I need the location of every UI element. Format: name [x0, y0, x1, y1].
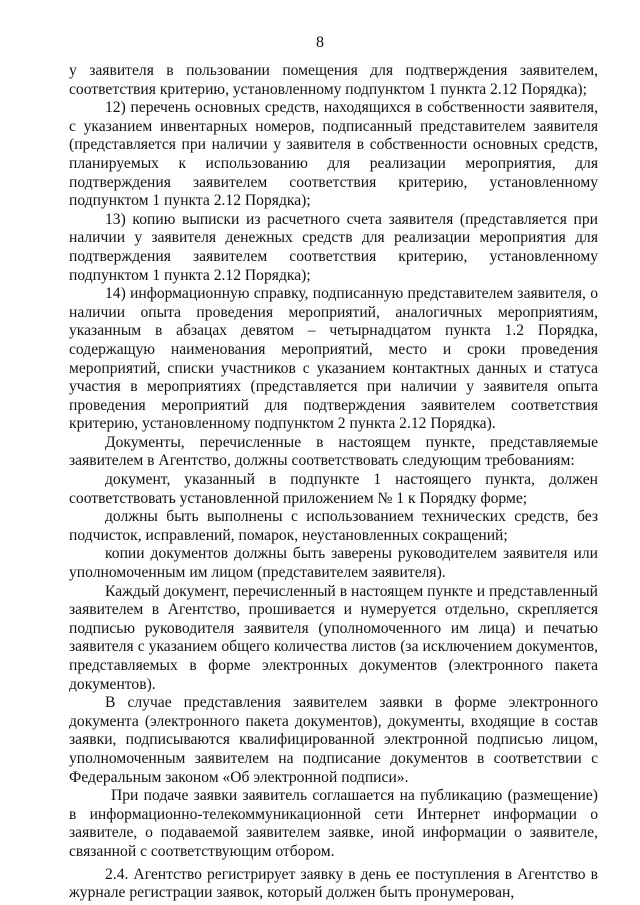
paragraph: копии документов должны быть заверены руководителем заявителя или уполномоченным им лицом (представителем заявителя).: [69, 545, 598, 582]
paragraph: 12) перечень основных средств, находящихся в собственности заявителя, с указанием инвентарных номеров, подписанный представителем заявителя (представляется при наличии у заявителя в собственности основных средств, планируемых к использованию для реализации мероприятия, для подтверждения заявителем соответствия критерию, установленному подпунктом 1 пункта 2.12 Порядка);: [69, 99, 598, 210]
paragraph: Каждый документ, перечисленный в настоящем пункте и представленный заявителем в Агентство, прошивается и нумеруется отдельно, скрепляется подписью руководителя заявителя (уполномоченного им лица) и печатью заявителя с указанием общего количества листов (за исключением документов, представляемых в форме электронных документов (электронного пакета документов).: [69, 582, 598, 693]
paragraph: В случае представления заявителем заявки в форме электронного документа (электронного пакета документов), документы, входящие в состав заявки, подписываются квалифицированной электронной подписью лицом, уполномоченным заявителем на подписание документов в соответствии с Федеральным законом «Об электронной подписи».: [69, 694, 598, 786]
paragraph: 13) копию выписки из расчетного счета заявителя (представляется при наличии у заявителя денежных средств для реализации мероприятия для подтверждения заявителем соответствия критерию, установленному подпунктом 1 пункта 2.12 Порядка);: [69, 210, 598, 284]
paragraph: у заявителя в пользовании помещения для подтверждения заявителем, соответствия критерию, установленному подпунктом 1 пункта 2.12 Порядка);: [69, 62, 598, 98]
document-body: [69, 62, 598, 903]
paragraph: должны быть выполнены с использованием технических средств, без подчисток, исправлений, помарок, неустановленных сокращений;: [69, 508, 598, 544]
paragraph: При подаче заявки заявитель соглашается на публикацию (размещение) в информационно-телекоммуникационной сети Интернет информации о заявителе, о подаваемой заявителем заявке, иной информации о заявителе, связанной с соответствующим отбором.: [69, 787, 598, 860]
paragraph: 14) информационную справку, подписанную представителем заявителя, о наличии опыта проведения мероприятий, аналогичных мероприятиям, указанным в абзацах девятом – четырнадцатом пункта 1.2 Порядка, содержащую наименования мероприятий, место и сроки проведения мероприятий, списки участников с указанием контактных данных и статуса участия в мероприятиях (представляется при наличии у заявителя опыта проведения мероприятий для подтверждения заявителем соответствия критерию, установленному подпунктом 2 пункта 2.12 Порядка).: [69, 285, 598, 433]
paragraph: Документы, перечисленные в настоящем пункте, представляемые заявителем в Агентство, должны соответствовать следующим требованиям:: [69, 433, 598, 470]
paragraph: документ, указанный в подпункте 1 настоящего пункта, должен соответствовать установленной приложением № 1 к Порядку форме;: [69, 471, 598, 507]
paragraph: 2.4. Агентство регистрирует заявку в день ее поступления в Агентство в журнале регистрации заявок, который должен быть пронумерован,: [69, 865, 598, 902]
page-number: 8: [316, 34, 324, 51]
